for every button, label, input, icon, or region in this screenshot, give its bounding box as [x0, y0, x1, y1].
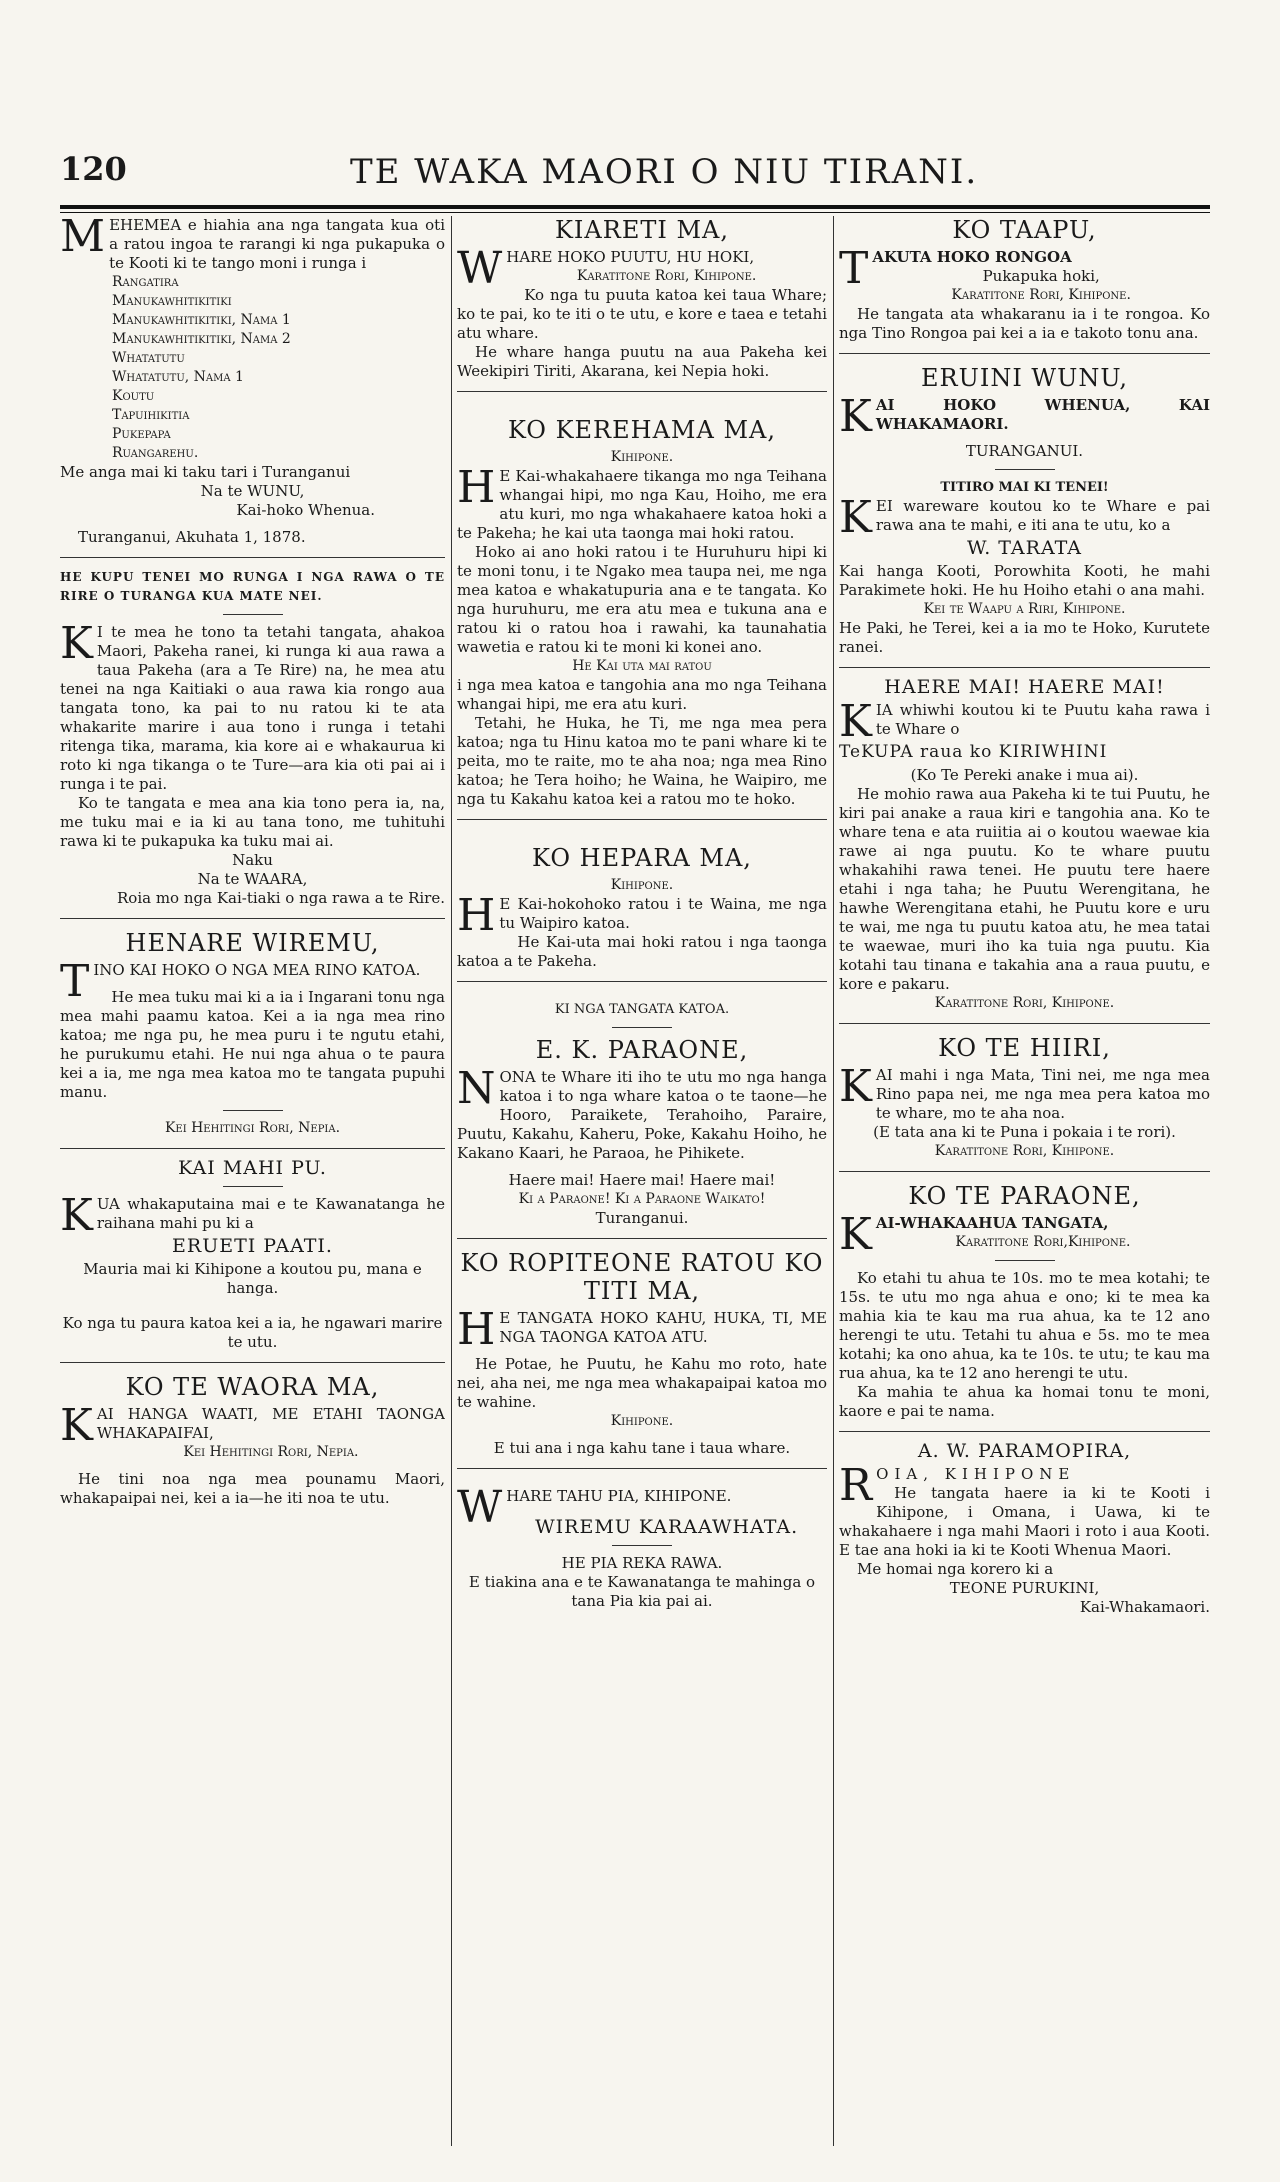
ad-name: TeKUPA raua ko KIRIWHINI — [839, 742, 1108, 762]
ad-body: Ko nga tu puuta katoa kei taua Whare; ko te pai, ko te iti o te utu, e kore e taea e tetahi atu whare. — [457, 286, 827, 342]
drop-cap: K — [839, 391, 872, 442]
separator — [839, 667, 1210, 668]
short-rule — [223, 1186, 283, 1187]
list-item: Whatatutu, Nama 1 — [112, 369, 244, 385]
signature-title: Kai-Whakamaori. — [1079, 1598, 1210, 1616]
ad-body: Kai hanga Kooti, Porowhita Kooti, he mahi Parakimete hoki. He hu Hoiho etahi o ana mahi. — [839, 562, 1210, 599]
ad-paraone — [457, 992, 827, 1228]
ad-body: He Potae, he Puutu, he Kahu mo roto, hate nei, aha nei, me nga mea whakapaipai katoa mo te wahine. — [457, 1355, 827, 1411]
ad-address: Karatitone Rori, Kihipone. — [934, 1143, 1115, 1159]
ad-body: He mohio rawa aua Pakeha ki te tui Puutu, he kiri pai anake a raua kiri e tangohia ana. Ko te whare tena e ata ruiitia ai o koutou waewae kia rawe ai nga puutu. Ko te whare puutu whakahihi rawa tenei. He puutu tere haere etahi i nga taha; he Puutu Werengitana, he hawhe Werengitana etahi, he Puutu kore e uru te wai, me nga tu puutu katoa atu, he mea tatai te waewae, muri iho ka tuia nga puutu. Kia kotahi tau tinana e takahia ana a raua puutu, e kore e pakaru. — [839, 785, 1210, 993]
ad-body: AI mahi i nga Mata, Tini nei, me nga mea Rino papa nei, me nga mea pera katoa mo te whare, mo te aha noa. — [875, 1066, 1210, 1122]
notice-body: Ko te tangata e mea ana kia tono pera ia, na, me tuku mai e ia ki au tana tono, me tuhituhi rawa ki te pukapuka ka tuku mai ai. — [60, 794, 445, 850]
ad-place: TURANGANUI. — [965, 442, 1084, 460]
newspaper-page — [60, 0, 1210, 2182]
separator — [60, 1362, 445, 1363]
list-item: Manukawhitikitiki, Nama 1 — [112, 312, 291, 328]
ad-warehou — [457, 1479, 827, 1611]
notice-tail: Me anga mai ki taku tari i Turanganui — [60, 463, 351, 481]
ad-taapu — [839, 216, 1210, 343]
ad-body: E Kai-whakahaere tikanga mo nga Teihana whangai hipi, mo nga Kau, Hoiho, me era atu kuri, mo nga whakahaere katoa hoki a te Pakeha; he kai uta taonga mai hoki ratou. — [457, 467, 827, 542]
signature: TEONE PURUKINI, — [949, 1579, 1100, 1597]
short-rule — [223, 1110, 283, 1111]
ad-heading: KO HEPARA MA, — [532, 844, 752, 872]
ad-body: Ko nga tu paura katoa kei a ia, he ngawari marire te utu. — [62, 1314, 443, 1351]
short-rule — [995, 1260, 1055, 1261]
ad-body: He tangata ata whakaranu ia i te rongoa. Ko nga Tino Rongoa pai kei a ia e takoto tonu ana. — [839, 305, 1210, 342]
drop-cap: K — [839, 1061, 872, 1112]
ad-body: He Paki, he Terei, kei a ia mo te Hoko, Kurutete ranei. — [839, 619, 1210, 656]
ad-heading: E. K. PARAONE, — [535, 1036, 749, 1064]
list-item: Rangatira — [112, 274, 179, 290]
ad-subheading: E TANGATA HOKO KAHU, HUKA, TI, ME NGA TAONGA KATOA ATU. — [499, 1309, 827, 1346]
ad-body: He whare hanga puutu na aua Pakeha kei Weekipiri Tiriti, Akarana, kei Nepia hoki. — [457, 343, 827, 380]
ad-ropiteone — [457, 1249, 827, 1458]
drop-cap: W — [457, 243, 503, 294]
ad-heading: ERUINI WUNU, — [921, 364, 1128, 392]
drop-cap: T — [60, 956, 90, 1007]
separator — [60, 918, 445, 919]
ad-heading: KO TAAPU, — [952, 216, 1097, 244]
ad-subheading: INO KAI HOKO O NGA MEA RINO KATOA. — [93, 961, 421, 979]
signature-title: Kai-hoko Whenua. — [236, 501, 375, 519]
ad-kicker: TITIRO MAI KI TENEI! — [940, 480, 1109, 495]
list-item: Manukawhitikitiki, Nama 2 — [112, 331, 291, 347]
column-divider — [833, 216, 834, 2146]
ad-heading: KO TE WAORA MA, — [125, 1373, 380, 1401]
ad-body: E tui ana i nga kahu tane i taua whare. — [493, 1439, 791, 1457]
notice-date: Turanganui, Akuhata 1, 1878. — [78, 528, 306, 546]
ad-kicker: KI NGA TANGATA KATOA. — [554, 1002, 730, 1017]
ad-heading: HENARE WIREMU, — [125, 929, 380, 957]
ad-subheading: AI HANGA WAATI, ME ETAHI TAONGA WHAKAPAIFAI, — [96, 1405, 445, 1442]
drop-cap: T — [839, 243, 869, 294]
header-rule — [60, 205, 1210, 209]
signature-title: Roia mo nga Kai-tiaki o nga rawa a te Rire. — [117, 889, 445, 907]
ad-address: Kei te Waapu a Riri, Kihipone. — [923, 601, 1126, 617]
ad-tparaone — [839, 1182, 1210, 1421]
separator — [60, 1148, 445, 1149]
ad-heading: KO TE PARAONE, — [908, 1182, 1141, 1210]
ad-place: Kihipone. — [610, 1413, 674, 1429]
ad-body: He Kai-uta mai hoki ratou i nga taonga katoa a te Pakeha. — [457, 933, 827, 970]
ad-heading: KAI MAHI PU. — [178, 1157, 327, 1179]
ad-name: WIREMU KARAAWHATA. — [535, 1516, 799, 1538]
ad-body: ONA te Whare iti iho te utu mo nga hanga katoa i to nga whare katoa o te taone—he Hooro, Paraikete, Terahoiho, Paraire, Puutu, Kakahu, Kaheru, Poke, Kakahu Hoiho, he Kakano Kaari, he Paraoa, he Pihikete. — [457, 1068, 827, 1162]
ad-body: E tiakina ana e te Kawanatanga te mahinga o tana Pia kia pai ai. — [468, 1573, 816, 1610]
list-item: Manukawhitikitiki — [112, 293, 232, 309]
ad-hepara — [457, 830, 827, 971]
ad-wunu — [839, 364, 1210, 657]
ad-subheading: He Kai uta mai ratou — [572, 658, 712, 674]
signature: Na te WAARA, — [197, 870, 308, 888]
ad-body: Mauria mai ki Kihipone a koutou pu, mana e hanga. — [83, 1260, 422, 1297]
notice-kupu — [60, 568, 445, 908]
ad-heading: A. W. PARAMOPIRA, — [917, 1440, 1132, 1462]
signature: Na te WUNU, — [200, 482, 305, 500]
separator — [457, 391, 827, 392]
ad-body: EI wareware koutou ko te Whare e pai rawa ana te mahi, e iti ana te utu, ko a — [875, 497, 1210, 534]
ad-subheading: AKUTA HOKO RONGOA — [872, 248, 1072, 266]
ad-body: Me homai nga korero ki a — [857, 1560, 1054, 1578]
ad-heading: HARE TAHU PIA, KIHIPONE. — [506, 1487, 732, 1505]
ad-body: IA whiwhi koutou ki te Puutu kaha rawa i te Whare o — [875, 701, 1210, 738]
separator — [457, 819, 827, 820]
drop-cap: H — [457, 462, 496, 513]
ad-subheading: (Ko Te Pereki anake i mua ai). — [910, 766, 1139, 784]
ad-name: W. TARATA — [967, 537, 1082, 559]
ad-subheading: AI-WHAKAAHUA TANGATA, — [875, 1214, 1109, 1232]
drop-cap: K — [839, 1209, 872, 1260]
ad-heading: KO ROPITEONE RATOU KO TITI MA, — [460, 1249, 824, 1305]
ad-heading: KO TE HIIRI, — [938, 1034, 1111, 1062]
ad-kiareti — [457, 216, 827, 381]
ad-heading: KIARETI MA, — [555, 216, 729, 244]
ad-body: He tangata haere ia ki te Kooti i Kihipone, i Omana, i Uawa, ki te whakahaere i nga mahi Maori i roto i aua Kooti. E tae ana hoki ia ki te Kooti Whenua Maori. — [839, 1484, 1210, 1559]
list-item: Whatatutu — [112, 350, 185, 366]
short-rule — [223, 614, 283, 615]
ad-body: Hoko ai ano hoki ratou i te Huruhuru hipi ki te moni tonu, i te Ngako mea taupa nei, me nga mea katoa e whakatupuria ana e te tangata. Ko nga huruhuru, me era atu mea e tukuna ana e ratou ki o ratou hoa i rawahi, ka taunahatia wawetia e ratou ki te moni ki konei ano. — [457, 543, 827, 656]
drop-cap: H — [457, 890, 496, 941]
separator — [457, 1238, 827, 1239]
notice-body: I te mea he tono ta tetahi tangata, ahakoa Maori, Pakeha ranei, ki runga ki aua rawa a taua Pakeha (ara a Te Rire) na, he mea atu tenei na nga Kaitiaki o aua rawa kia rongo aua tangata tono, ka pai to nu ratou ki te ata whakarite marire i aua tono i runga i tetahi ritenga tika, marama, kia kore ai e whakaurua ki roto ki nga tikanga o te Ture—ara kia oti pai ai i runga i te pai. — [60, 623, 445, 793]
drop-cap: N — [457, 1063, 496, 1114]
ad-name: ERUETI PAATI. — [172, 1235, 333, 1257]
separator — [839, 353, 1210, 354]
ad-henare — [60, 929, 445, 1138]
column-3 — [839, 216, 1210, 2156]
drop-cap: M — [60, 216, 106, 262]
ad-body: Ka mahia te ahua ka homai tonu te moni, kaore e pai te nama. — [839, 1383, 1210, 1420]
page-header — [60, 150, 1210, 194]
ad-cry: Ki a Paraone! Ki a Paraone Waikato! — [518, 1191, 766, 1207]
drop-cap: K — [60, 618, 93, 669]
separator — [839, 1171, 1210, 1172]
ad-body: Ko etahi tu ahua te 10s. mo te mea kotahi; te 15s. te utu mo nga ahua e ono; ki te mea ka mahia kia te kau ma rua ahua, ka te 12 ano herengi te utu. Tetahi tu ahua e 5s. mo te mea kotahi; ka ono ahua, ka te 10s. te utu; te kau ma rua ahua, ka te 12 ano herengi te utu. — [839, 1269, 1210, 1382]
ad-address: Karatitone Rori, Kihipone. — [951, 287, 1131, 303]
ad-waora — [60, 1373, 445, 1508]
short-rule — [612, 1027, 672, 1028]
ad-heading: HAERE MAI! HAERE MAI! — [884, 676, 1165, 698]
ad-kerehama — [457, 402, 827, 809]
ad-subheading: OIA, KIHIPONE — [876, 1465, 1076, 1483]
ad-subheading: HARE HOKO PUUTU, HU HOKI, — [506, 248, 755, 266]
newspaper-title: TE WAKA MAORI O NIU TIRANI. — [350, 152, 979, 192]
ad-body: He mea tuku mai ki a ia i Ingarani tonu nga mea mahi paamu katoa. Kei a ia nga mea rino katoa; me nga pu, he mea puru i te ngutu etahi, he purukumu etahi. He nui nga ahua o te paura kei a ia, me nga mea katoa mo te tangata pupuhi manu. — [60, 988, 445, 1101]
drop-cap: W — [457, 1482, 503, 1533]
short-rule — [995, 469, 1055, 470]
ad-address: Kei Hehitingi Rori, Nepia. — [183, 1444, 359, 1460]
ad-address: Kei Hehitingi Rori, Nepia. — [164, 1120, 341, 1136]
ad-address: Karatitone Rori, Kihipone. — [576, 268, 757, 284]
ad-subheading: HE PIA REKA RAWA. — [561, 1554, 723, 1572]
list-item: Pukepapa — [112, 426, 171, 442]
list-item: Koutu — [112, 388, 155, 404]
ad-body: (E tata ana ki te Puna i pokaia i te rori). — [873, 1123, 1176, 1141]
ad-subheading: AI HOKO WHENUA, KAI WHAKAMAORI. — [875, 396, 1210, 433]
ad-paramopira — [839, 1442, 1210, 1617]
ad-place: Kihipone. — [610, 877, 674, 893]
ad-address: Karatitone Rori,Kihipone. — [955, 1234, 1131, 1250]
ad-place: Kihipone. — [610, 449, 674, 465]
separator — [60, 557, 445, 558]
ad-body: He tini noa nga mea pounamu Maori, whakapaipai nei, kei a ia—he iti noa te utu. — [60, 1470, 445, 1507]
list-item: Tapuihikitia — [112, 407, 190, 423]
ad-body: Tetahi, he Huka, he Ti, me nga mea pera katoa; nga tu Hinu katoa mo te pani whare ki te peita, mo te raite, mo te aha noa; nga mea Rino katoa; he Tera hoiho; he Waina, he Waipiro, me nga tu Kakahu katoa kei a ratou mo te hoko. — [457, 714, 827, 808]
list-item: Ruangarehu. — [112, 445, 199, 461]
short-rule — [612, 1545, 672, 1546]
column-1 — [60, 216, 445, 2156]
drop-cap: K — [60, 1190, 93, 1241]
drop-cap: K — [839, 696, 872, 747]
drop-cap: R — [839, 1460, 873, 1511]
ad-place: Turanganui. — [595, 1209, 689, 1227]
drop-cap: H — [457, 1304, 496, 1355]
ad-kaimahi — [60, 1159, 445, 1352]
ad-subheading: E Kai-hokohoko ratou i te Waina, me nga tu Waipiro katoa. — [499, 895, 827, 932]
separator — [839, 1431, 1210, 1432]
notice-heading: HE KUPU TENEI MO RUNGA I NGA RAWA O TE RIRE O TURANGA KUA MATE NEI. — [60, 570, 445, 603]
signature: Naku — [232, 851, 273, 869]
column-2 — [457, 216, 827, 2156]
ad-body: UA whakaputaina mai e te Kawanatanga he raihana mahi pu ki a — [96, 1195, 445, 1232]
header-rule-thin — [60, 212, 1210, 213]
separator — [839, 1023, 1210, 1024]
separator — [457, 1468, 827, 1469]
separator — [457, 981, 827, 982]
drop-cap: K — [60, 1400, 93, 1451]
ad-heading: KO KEREHAMA MA, — [508, 416, 776, 444]
block-list — [60, 273, 445, 463]
ad-subheading: Pukapuka hoki, — [982, 267, 1100, 285]
drop-cap: K — [839, 492, 872, 543]
column-divider — [451, 216, 452, 2146]
ad-cry: Haere mai! Haere mai! Haere mai! — [508, 1171, 776, 1189]
notice-body: EHEMEA e hiahia ana nga tangata kua oti a ratou ingoa te rarangi ki nga pukapuka o te Kooti ki te tango moni i runga i — [109, 216, 445, 272]
ad-haere — [839, 678, 1210, 1013]
ad-body: i nga mea katoa e tangohia ana mo nga Teihana whangai hipi, me era atu kuri. — [457, 676, 827, 713]
ad-address: Karatitone Rori, Kihipone. — [934, 995, 1115, 1011]
notice-mehemea — [60, 216, 445, 547]
ad-hiiri — [839, 1034, 1210, 1161]
page-number: 120 — [60, 150, 127, 188]
